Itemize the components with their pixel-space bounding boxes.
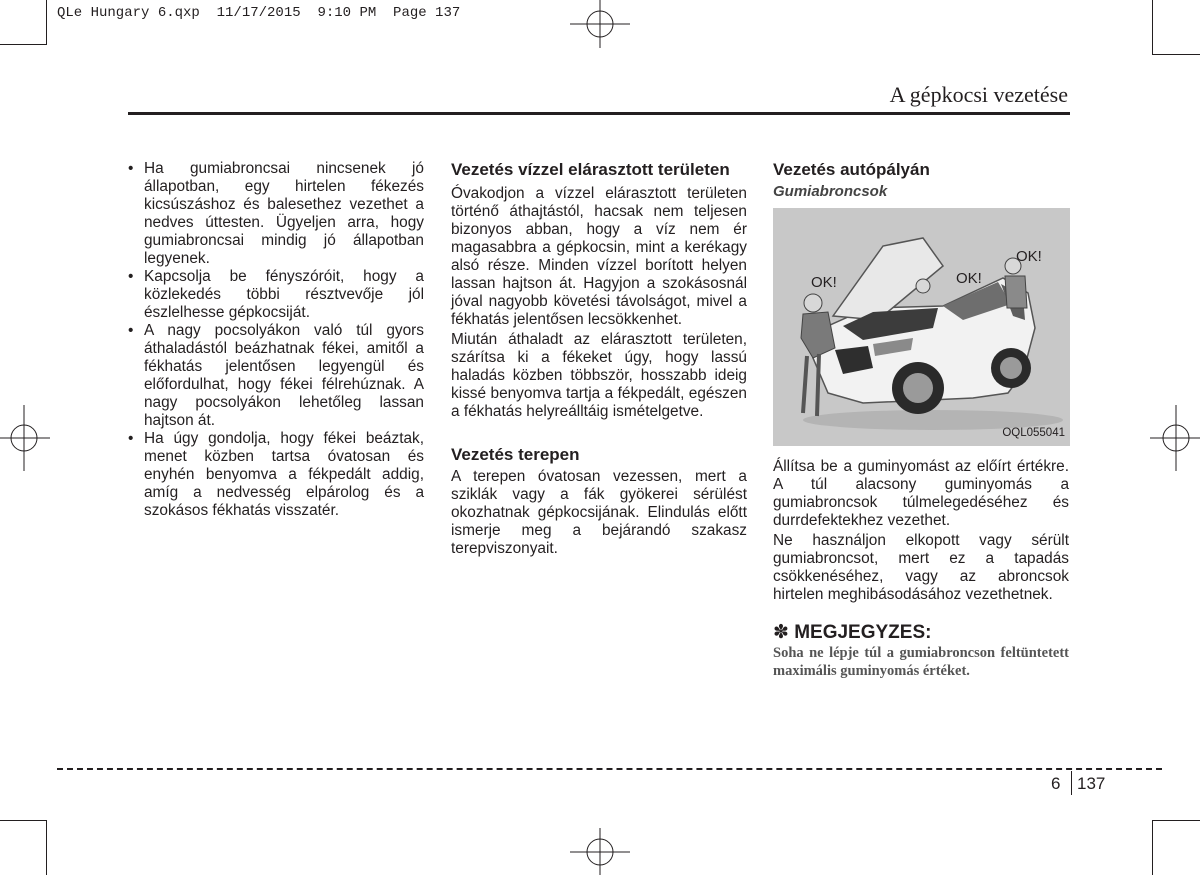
- subheading-tyres: Gumiabroncsok: [773, 183, 888, 200]
- list-item: • Ha úgy gondolja, hogy fékei beáztak, menet közben tartsa óvatosan és enyhén benyomva a fékpedált addig, amíg a nedvesség elpárolog és a szokásos fékhatás visszatér.: [128, 430, 424, 519]
- paragraph: Állítsa be a guminyomást az előírt értékre. A túl alacsony guminyomás a gumiabroncsok túlmelegedéséhez és durrdefektekhez vezethet.: [773, 458, 1069, 529]
- page-number: 137: [1077, 774, 1106, 793]
- chapter-number: 6: [1051, 774, 1061, 793]
- registration-mark-top: [570, 0, 630, 50]
- heading-highway: Vezetés autópályán: [773, 160, 930, 179]
- paragraph: A terepen óvatosan vezessen, mert a sziklák vagy a fák gyökerei sérülést okozhatnak gépkocsijának. Elindulás előtt ismerje meg a bejárandó szakasz terepviszonyait.: [451, 468, 747, 557]
- column-3: [773, 160, 1069, 680]
- footer-rule: [57, 768, 1162, 770]
- figure-code: OQL055041: [1002, 427, 1065, 439]
- folio-separator: [1071, 771, 1072, 795]
- column-2: [451, 160, 747, 558]
- print-slug: QLe Hungary 6.qxp 11/17/2015 9:10 PM Page 137: [57, 5, 461, 21]
- column-1: [128, 160, 424, 520]
- suv-drawing: [773, 208, 1070, 446]
- section-title: A gépkocsi vezetése: [889, 82, 1068, 107]
- ok-label: OK!: [956, 270, 982, 287]
- ok-label: OK!: [811, 274, 837, 291]
- note-heading: ✽ MEGJEGYZES:: [773, 622, 932, 643]
- tips-list: [128, 160, 424, 520]
- list-item: • Kapcsolja be fényszóróit, hogy a közlekedés többi résztvevője jól észlelhesse gépkocsiját.: [128, 268, 424, 321]
- paragraph: Óvakodjon a vízzel elárasztott területen történő áthajtástól, hacsak nem teljesen bizonyos abban, hogy a víz nem ér magasabbra a gépkocsin, mint a kerékagy alsó része. Minden vízzel borított helyen lassan hajtson át. Hagyjon a szokásosnál jóval nagyobb követési távolságot, mivel a fékhatás jelentősen lecsökkenhet.: [451, 185, 747, 328]
- note-body: Soha ne lépje túl a gumiabroncson feltüntetett maximális guminyomás értéket.: [773, 645, 1069, 679]
- registration-mark-bottom: [570, 828, 630, 875]
- registration-mark-right: [1150, 405, 1200, 471]
- paragraph: Ne használjon elkopott vagy sérült gumiabroncsot, mert ez a tapadás csökkenéséhez, vagy az abroncsok hirtelen meghibásodásához vezethetnek.: [773, 532, 1069, 603]
- tyre-check-illustration: [773, 208, 1070, 446]
- paragraph: Miután áthaladt az elárasztott területen, szárítsa ki a fékeket úgy, hogy lassú haladás közben többször, hosszabb ideig kissé benyomva tartja a fékpedált, egészen a fékhatás helyreálltáig ismételgetve.: [451, 331, 747, 420]
- heading-flooded-areas: Vezetés vízzel elárasztott területen: [451, 160, 730, 179]
- heading-off-road: Vezetés terepen: [451, 445, 580, 464]
- registration-mark-left: [0, 405, 50, 471]
- list-item: • Ha gumiabroncsai nincsenek jó állapotban, egy hirtelen fékezés kicsúszáshoz és balesethez vezethet a nedves úttesten. Ügyeljen arra, hogy gumiabroncsai mindig jó állapotban legyenek.: [128, 160, 424, 267]
- list-item: • A nagy pocsolyákon való túl gyors áthaladástól beázhatnak fékei, amitől a fékhatás jelentősen legyengül és előfordulhat, hogy fékei félrehúznak. A nagy pocsolyákon lehetőleg lassan hajtson át.: [128, 322, 424, 429]
- header-rule: [128, 112, 1070, 115]
- ok-label: OK!: [1016, 248, 1042, 265]
